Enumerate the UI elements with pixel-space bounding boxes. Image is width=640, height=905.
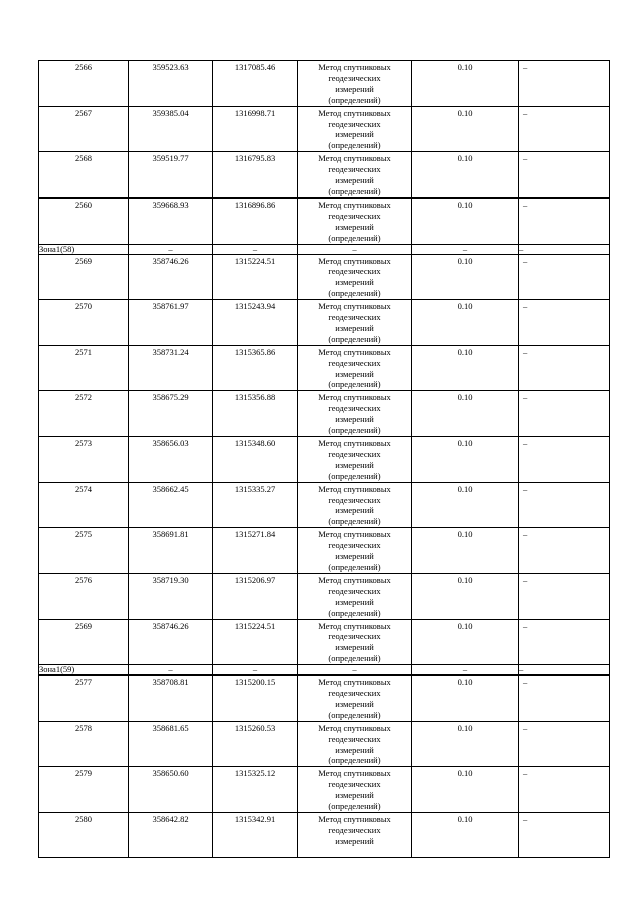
table-row (39, 345, 610, 391)
method-line: (определений) (328, 470, 381, 481)
method-cell (298, 437, 412, 483)
accuracy-cell: 0.10 (412, 437, 519, 483)
method-line: измерений (335, 221, 374, 232)
accuracy-cell: 0.10 (412, 152, 519, 198)
method-line: Метод спутниковых (318, 677, 391, 688)
method-cell (298, 721, 412, 767)
table-row (39, 61, 610, 107)
method-line: измерений (335, 698, 374, 709)
coordinates-table (38, 60, 610, 858)
method-line: (определений) (328, 333, 381, 344)
x-coordinate-cell: 358656.03 (129, 437, 213, 483)
method-line: (определений) (328, 288, 381, 299)
method-line: измерений (335, 277, 374, 288)
method-line: геодезических (328, 688, 381, 699)
note-cell: – (519, 573, 610, 619)
method-cell (298, 300, 412, 346)
note-cell: – (519, 300, 610, 346)
method-line: (определений) (328, 607, 381, 618)
zone-dash-cell: – (298, 665, 412, 676)
method-line: Метод спутниковых (318, 620, 391, 631)
note-cell: – (519, 106, 610, 152)
method-line: геодезических (328, 164, 381, 175)
accuracy-cell: 0.10 (412, 619, 519, 665)
point-number-cell: 2570 (39, 300, 129, 346)
method-line: Метод спутниковых (318, 346, 391, 357)
method-line: геодезических (328, 118, 381, 129)
method-line: геодезических (328, 403, 381, 414)
method-line: Метод спутниковых (318, 483, 391, 494)
point-number-cell: 2560 (39, 198, 129, 244)
method-line: Метод спутниковых (318, 62, 391, 72)
method-cell (298, 767, 412, 813)
x-coordinate-cell: 358719.30 (129, 573, 213, 619)
method-line: (определений) (328, 709, 381, 720)
method-line: измерений (335, 551, 374, 562)
method-cell (298, 391, 412, 437)
note-cell: – (519, 767, 610, 813)
method-line: геодезических (328, 494, 381, 505)
method-line: геодезических (328, 266, 381, 277)
table-row (39, 573, 610, 619)
point-number-cell: 2578 (39, 721, 129, 767)
method-line: (определений) (328, 561, 381, 572)
accuracy-cell: 0.10 (412, 391, 519, 437)
note-cell: – (519, 619, 610, 665)
method-line: геодезических (328, 210, 381, 221)
point-number-cell: 2580 (39, 813, 129, 858)
zone-label: Зона1(58) (39, 244, 129, 254)
table-body (39, 61, 610, 858)
point-number-cell: 2573 (39, 437, 129, 483)
accuracy-cell: 0.10 (412, 528, 519, 574)
note-cell: – (519, 437, 610, 483)
y-coordinate-cell: 1317085.46 (213, 61, 298, 107)
method-line: измерений (335, 129, 374, 140)
table-row (39, 106, 610, 152)
method-cell (298, 254, 412, 300)
x-coordinate-cell: 358675.29 (129, 391, 213, 437)
accuracy-cell: 0.10 (412, 300, 519, 346)
point-number-cell: 2574 (39, 482, 129, 528)
method-line: измерений (335, 642, 374, 653)
zone-dash-cell: – (519, 244, 610, 254)
note-cell: – (519, 198, 610, 244)
method-line: геодезических (328, 585, 381, 596)
method-line: измерений (335, 744, 374, 755)
method-line: измерений (335, 459, 374, 470)
accuracy-cell: 0.10 (412, 61, 519, 107)
table-row (39, 528, 610, 574)
method-line: измерений (335, 505, 374, 516)
x-coordinate-cell: 358746.26 (129, 619, 213, 665)
table-row (39, 482, 610, 528)
point-number-cell: 2577 (39, 675, 129, 721)
note-cell: – (519, 345, 610, 391)
method-line: геодезических (328, 779, 381, 790)
y-coordinate-cell: 1316795.83 (213, 152, 298, 198)
x-coordinate-cell: 358642.82 (129, 813, 213, 858)
table-row (39, 619, 610, 665)
x-coordinate-cell: 358731.24 (129, 345, 213, 391)
method-cell (298, 198, 412, 244)
y-coordinate-cell: 1315243.94 (213, 300, 298, 346)
method-cell (298, 106, 412, 152)
y-coordinate-cell: 1316998.71 (213, 106, 298, 152)
x-coordinate-cell: 358650.60 (129, 767, 213, 813)
note-cell: – (519, 721, 610, 767)
method-line: геодезических (328, 631, 381, 642)
method-line: измерений (335, 368, 374, 379)
method-line: (определений) (328, 185, 381, 196)
note-cell: – (519, 675, 610, 721)
method-line: (определений) (328, 801, 381, 812)
y-coordinate-cell: 1315271.84 (213, 528, 298, 574)
method-line: Метод спутниковых (318, 722, 391, 733)
y-coordinate-cell: 1315342.91 (213, 813, 298, 858)
method-line: геодезических (328, 540, 381, 551)
zone-row (39, 665, 610, 676)
point-number-cell: 2572 (39, 391, 129, 437)
x-coordinate-cell: 358761.97 (129, 300, 213, 346)
note-cell: – (519, 61, 610, 107)
y-coordinate-cell: 1315224.51 (213, 619, 298, 665)
table-row (39, 152, 610, 198)
zone-label: Зона1(59) (39, 665, 129, 676)
method-line: (определений) (328, 232, 381, 243)
point-number-cell: 2566 (39, 61, 129, 107)
method-line: Метод спутниковых (318, 392, 391, 403)
y-coordinate-cell: 1315348.60 (213, 437, 298, 483)
x-coordinate-cell: 358691.81 (129, 528, 213, 574)
method-line: геодезических (328, 357, 381, 368)
x-coordinate-cell: 359385.04 (129, 106, 213, 152)
method-cell (298, 61, 412, 107)
zone-dash-cell: – (519, 665, 610, 676)
table-row (39, 300, 610, 346)
x-coordinate-cell: 358708.81 (129, 675, 213, 721)
accuracy-cell: 0.10 (412, 106, 519, 152)
method-line: (определений) (328, 379, 381, 390)
point-number-cell: 2576 (39, 573, 129, 619)
method-line: Метод спутниковых (318, 574, 391, 585)
method-line: Метод спутниковых (318, 199, 391, 210)
zone-dash-cell: – (129, 244, 213, 254)
y-coordinate-cell: 1315200.15 (213, 675, 298, 721)
method-line: геодезических (328, 72, 381, 83)
accuracy-cell: 0.10 (412, 675, 519, 721)
zone-row (39, 244, 610, 254)
method-line: измерений (335, 835, 374, 846)
zone-dash-cell: – (213, 244, 298, 254)
table-row (39, 675, 610, 721)
method-cell (298, 675, 412, 721)
table-row (39, 391, 610, 437)
table-row (39, 254, 610, 300)
note-cell: – (519, 813, 610, 858)
table-row (39, 813, 610, 858)
y-coordinate-cell: 1315365.86 (213, 345, 298, 391)
method-line: Метод спутниковых (318, 438, 391, 448)
method-line: измерений (335, 83, 374, 94)
method-cell (298, 619, 412, 665)
x-coordinate-cell: 358662.45 (129, 482, 213, 528)
note-cell: – (519, 254, 610, 300)
method-cell (298, 152, 412, 198)
method-cell (298, 482, 412, 528)
method-line: (определений) (328, 94, 381, 105)
point-number-cell: 2579 (39, 767, 129, 813)
point-number-cell: 2571 (39, 345, 129, 391)
method-line: геодезических (328, 448, 381, 459)
method-line: Метод спутниковых (318, 768, 391, 779)
zone-dash-cell: – (412, 665, 519, 676)
method-line: измерений (335, 414, 374, 425)
y-coordinate-cell: 1315206.97 (213, 573, 298, 619)
accuracy-cell: 0.10 (412, 573, 519, 619)
note-cell: – (519, 482, 610, 528)
method-line: Метод спутниковых (318, 814, 391, 824)
zone-dash-cell: – (412, 244, 519, 254)
note-cell: – (519, 528, 610, 574)
table-row (39, 767, 610, 813)
x-coordinate-cell: 358746.26 (129, 254, 213, 300)
method-line: (определений) (328, 140, 381, 151)
method-line: Метод спутниковых (318, 529, 391, 540)
accuracy-cell: 0.10 (412, 254, 519, 300)
method-line: измерений (335, 790, 374, 801)
table-row (39, 721, 610, 767)
method-line: Метод спутниковых (318, 107, 391, 118)
accuracy-cell: 0.10 (412, 345, 519, 391)
accuracy-cell: 0.10 (412, 767, 519, 813)
method-cell (298, 573, 412, 619)
y-coordinate-cell: 1315224.51 (213, 254, 298, 300)
table-row (39, 437, 610, 483)
method-line: Метод спутниковых (318, 255, 391, 266)
x-coordinate-cell: 358681.65 (129, 721, 213, 767)
table-row (39, 198, 610, 244)
method-line: измерений (335, 322, 374, 333)
note-cell: – (519, 391, 610, 437)
y-coordinate-cell: 1315356.88 (213, 391, 298, 437)
method-line: геодезических (328, 312, 381, 323)
method-line: Метод спутниковых (318, 301, 391, 312)
method-line: (определений) (328, 516, 381, 527)
y-coordinate-cell: 1315260.53 (213, 721, 298, 767)
x-coordinate-cell: 359668.93 (129, 198, 213, 244)
method-cell (298, 813, 412, 858)
method-line: измерений (335, 596, 374, 607)
accuracy-cell: 0.10 (412, 721, 519, 767)
note-cell: – (519, 152, 610, 198)
accuracy-cell: 0.10 (412, 813, 519, 858)
point-number-cell: 2567 (39, 106, 129, 152)
accuracy-cell: 0.10 (412, 482, 519, 528)
method-cell (298, 528, 412, 574)
method-line: Метод спутниковых (318, 153, 391, 164)
method-line: измерений (335, 175, 374, 186)
method-line: геодезических (328, 824, 381, 835)
point-number-cell: 2568 (39, 152, 129, 198)
method-line: геодезических (328, 733, 381, 744)
method-line: (определений) (328, 653, 381, 664)
accuracy-cell: 0.10 (412, 198, 519, 244)
y-coordinate-cell: 1315335.27 (213, 482, 298, 528)
zone-dash-cell: – (213, 665, 298, 676)
method-line: (определений) (328, 755, 381, 766)
point-number-cell: 2575 (39, 528, 129, 574)
y-coordinate-cell: 1315325.12 (213, 767, 298, 813)
x-coordinate-cell: 359519.77 (129, 152, 213, 198)
point-number-cell: 2569 (39, 254, 129, 300)
zone-dash-cell: – (298, 244, 412, 254)
method-line: (определений) (328, 425, 381, 436)
y-coordinate-cell: 1316896.86 (213, 198, 298, 244)
x-coordinate-cell: 359523.63 (129, 61, 213, 107)
point-number-cell: 2569 (39, 619, 129, 665)
method-cell (298, 345, 412, 391)
zone-dash-cell: – (129, 665, 213, 676)
